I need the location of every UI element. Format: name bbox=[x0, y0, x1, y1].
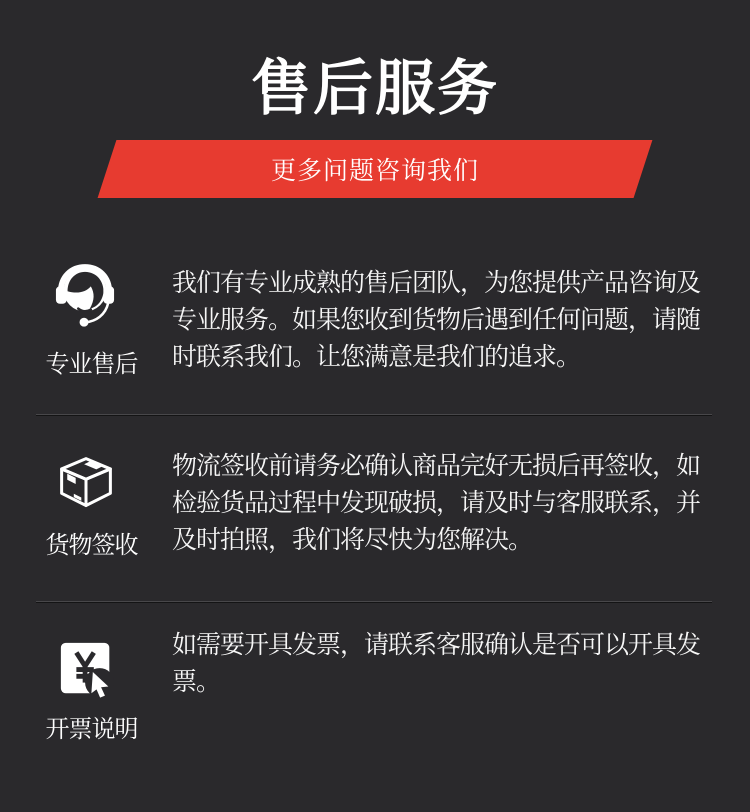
headset-agent-icon bbox=[54, 262, 116, 332]
section-text-receipt: 物流签收前请务必确认商品完好无损后再签收，如检验货品过程中发现破损，请及时与客服联系，并及时拍照，我们将尽快为您解决。 bbox=[172, 452, 701, 554]
section-label-after-sales: 专业售后 bbox=[45, 351, 138, 378]
contact-us-ribbon-label: 更多问题咨询我们 bbox=[270, 157, 479, 185]
page-title: 售后服务 bbox=[251, 55, 499, 122]
section-label-invoice: 开票说明 bbox=[45, 716, 138, 743]
section-text-invoice: 如需要开具发票，请联系客服确认是否可以开具发票。 bbox=[172, 631, 701, 696]
package-box-icon bbox=[56, 454, 116, 512]
section-label-receipt: 货物签收 bbox=[45, 532, 138, 559]
invoice-yen-cursor-icon bbox=[56, 639, 120, 701]
contact-us-ribbon bbox=[98, 140, 653, 198]
section-divider bbox=[36, 414, 712, 416]
section-divider bbox=[36, 601, 712, 603]
section-text-after-sales: 我们有专业成熟的售后团队，为您提供产品咨询及专业服务。如果您收到货物后遇到任何问题，请随时联系我们。让您满意是我们的追求。 bbox=[172, 269, 701, 371]
